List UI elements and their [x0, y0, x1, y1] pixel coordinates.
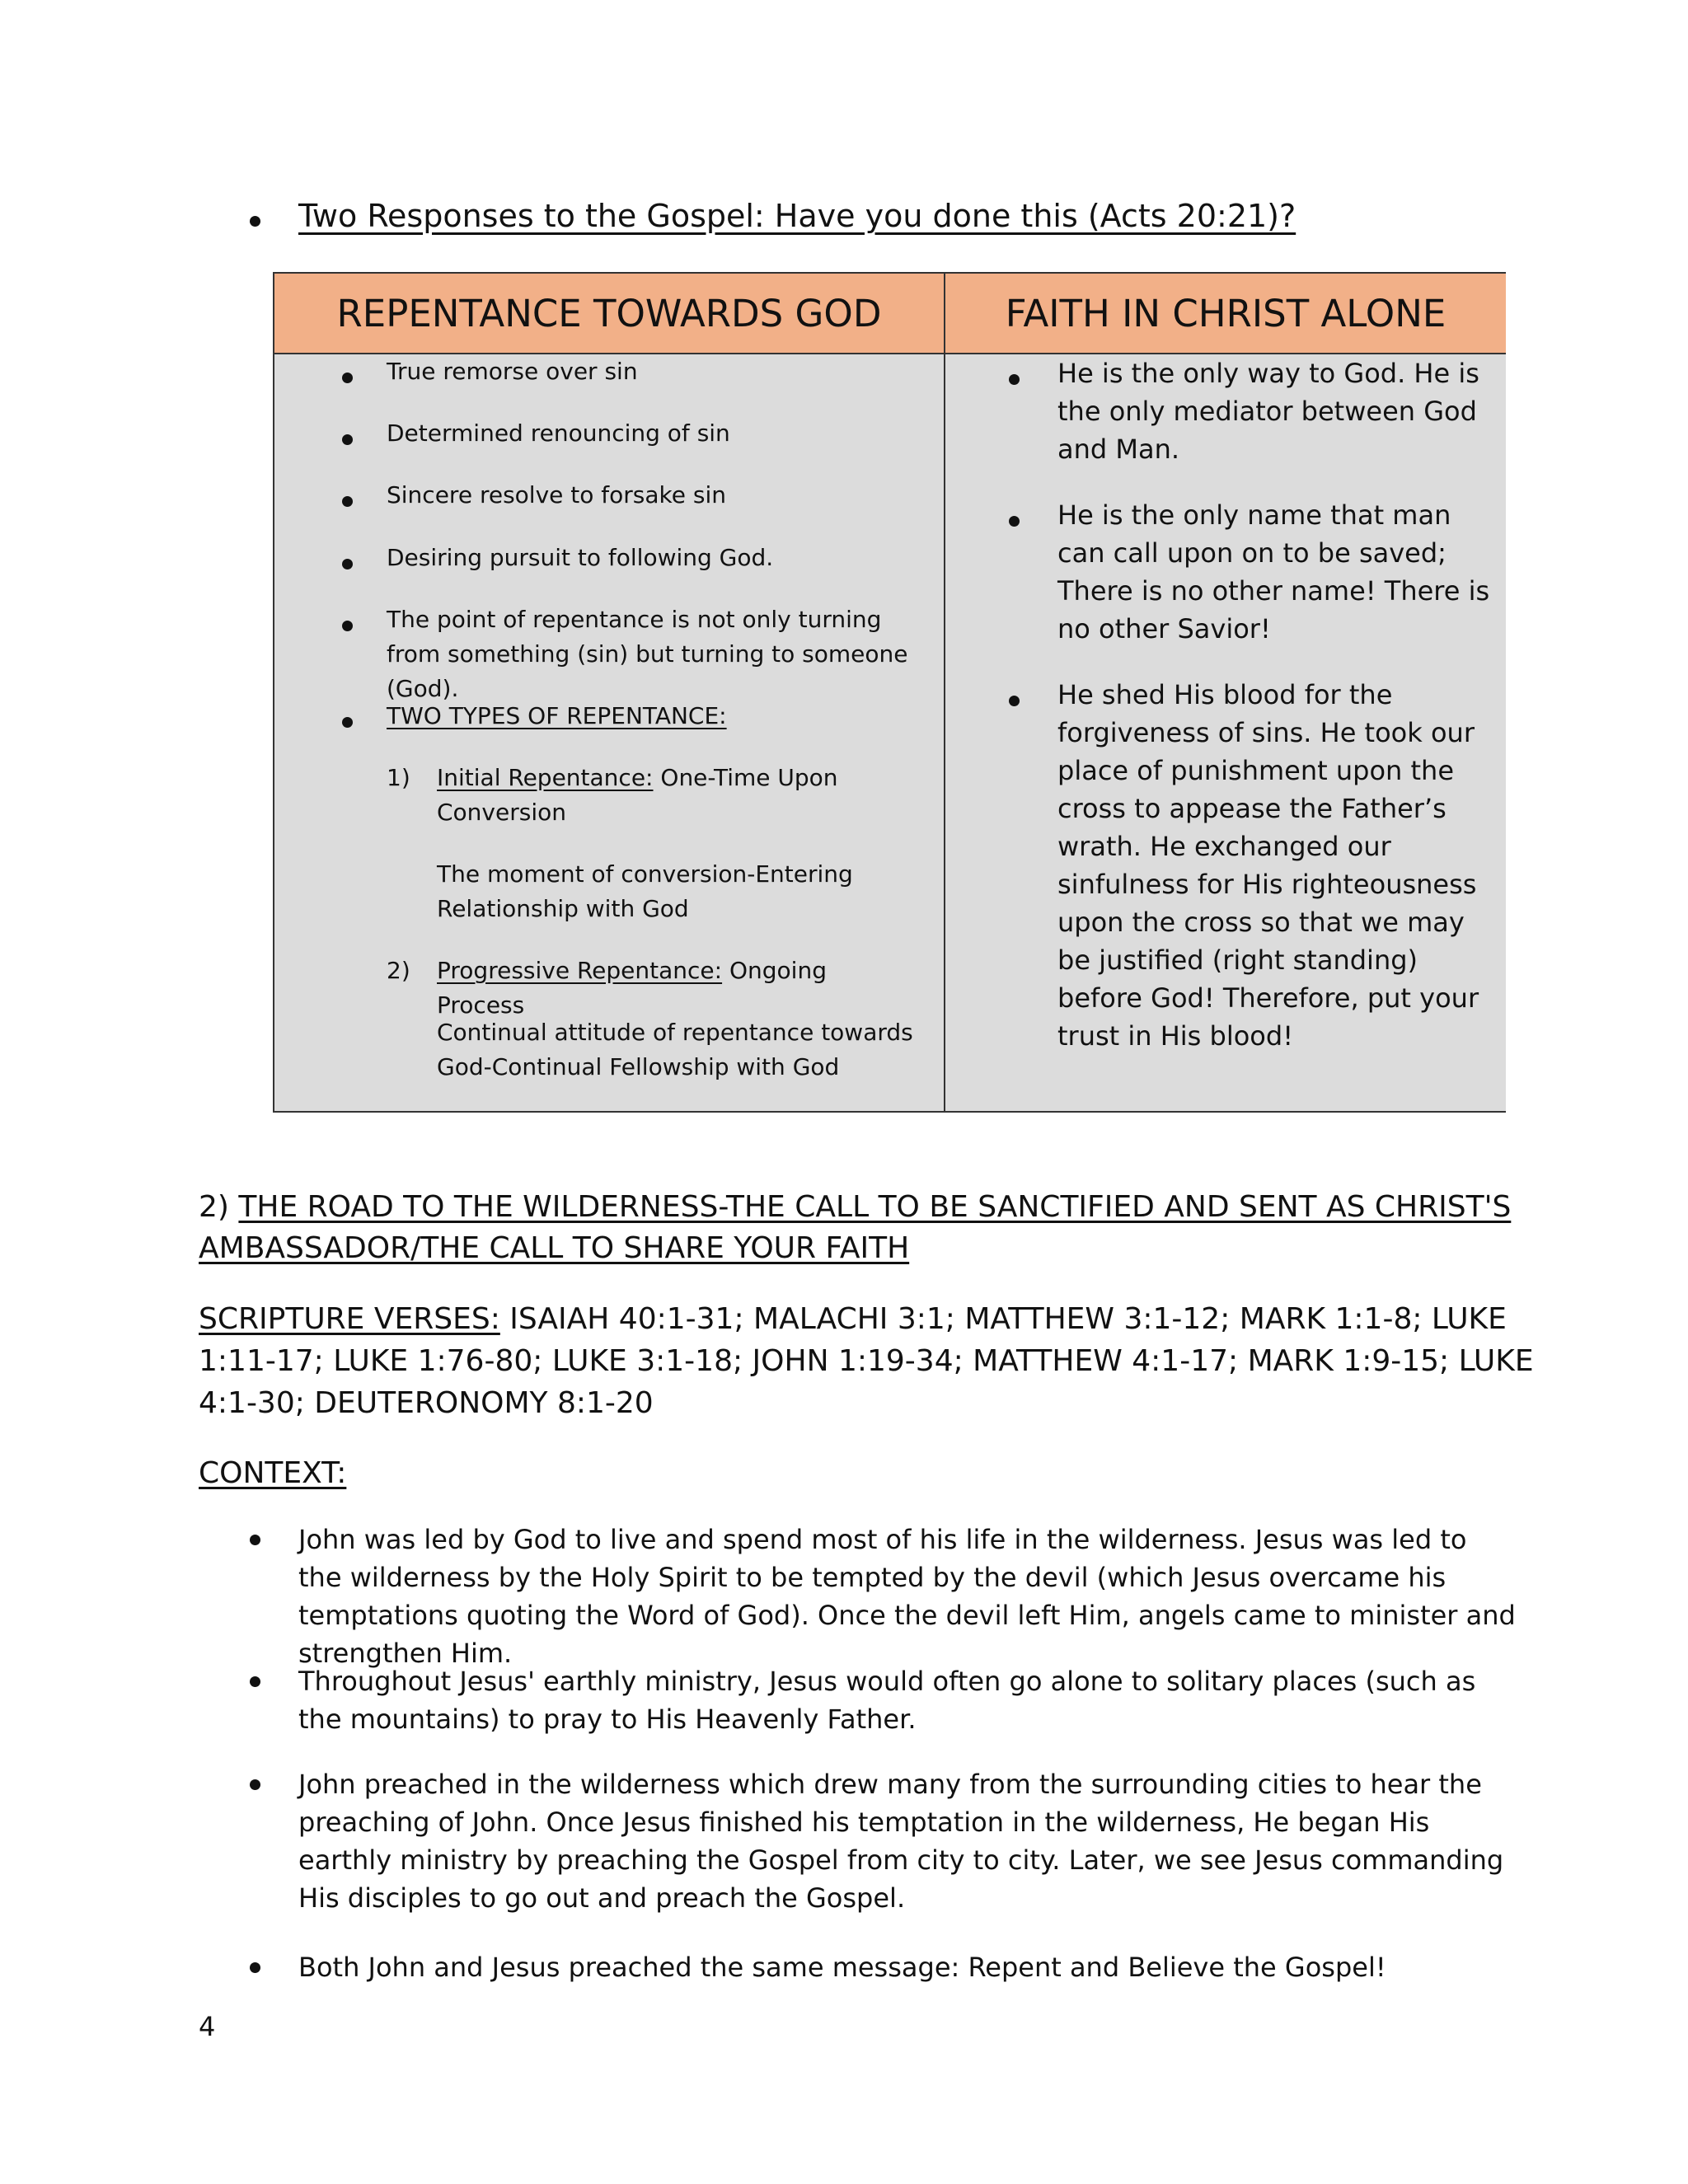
repentance-item: The point of repentance is not only turning from something (sin) but turning to someone (God).	[387, 606, 908, 702]
repentance-item: Sincere resolve to forsake sin	[387, 481, 726, 509]
initial-repentance	[437, 761, 915, 830]
section-number: 2)	[199, 1190, 239, 1224]
type-detail: The moment of conversion-Entering Relationship with God	[437, 860, 853, 922]
scripture-verses	[199, 1298, 1559, 1424]
bullet-point	[342, 434, 353, 445]
responses-heading: Two Responses to the Gospel: Have you done this (Acts 20:21)?	[298, 198, 1296, 234]
context-label: CONTEXT:	[199, 1456, 347, 1490]
bullet-point	[250, 1962, 260, 1973]
bullet-point	[1009, 374, 1020, 385]
bullet-point	[342, 559, 353, 569]
type-number: 1)	[387, 764, 410, 791]
faith-item: He shed His blood for the forgiveness of sins. He took our place of punishment upon the cross to appease the Father’s wrath. He exchanged our sinfulness for His righteousness upon the cross so that we may be justified (right standing) before God! Therefore, put your trust in His blood!	[1057, 679, 1479, 1052]
repentance-item: True remorse over sin	[387, 358, 638, 385]
repentance-item: Desiring pursuit to following God.	[387, 544, 774, 571]
context-bullet: John preached in the wilderness which drew many from the surrounding cities to hear the preaching of John. Once Jesus finished his temptation in the wilderness, He began His earthly ministry by preaching the Gospel from city to city. Later, we see Jesus commanding His disciples to go out and preach the Gospel.	[298, 1769, 1504, 1914]
section-title	[199, 1187, 1559, 1269]
context-bullet: Throughout Jesus' earthly ministry, Jesus would often go alone to solitary places (such as the mountains) to pray to His Heavenly Father.	[298, 1666, 1476, 1735]
faith-column	[945, 354, 1506, 1111]
progressive-repentance	[437, 954, 915, 1023]
type-description: Ongoing Process	[437, 957, 827, 1019]
repentance-types-heading: TWO TYPES OF REPENTANCE:	[387, 702, 727, 729]
responses-table	[273, 272, 1506, 1113]
repentance-item: Determined renouncing of sin	[387, 419, 730, 447]
type-description: One-Time Upon Conversion	[437, 764, 838, 826]
bullet-point	[1009, 696, 1020, 706]
bullet-point	[342, 496, 353, 507]
type-detail: Continual attitude of repentance towards God-Continual Fellowship with God	[437, 1019, 913, 1080]
faith-header: FAITH IN CHRIST ALONE	[945, 274, 1506, 354]
bullet-point	[342, 621, 353, 631]
scripture-label: SCRIPTURE VERSES:	[199, 1302, 500, 1336]
bullet-point	[342, 373, 353, 383]
bullet-point	[250, 1779, 260, 1790]
bullet-point	[250, 1676, 260, 1687]
bullet-point	[250, 1535, 260, 1545]
section-heading: THE ROAD TO THE WILDERNESS-THE CALL TO BE SANCTIFIED AND SENT AS CHRIST'S AMBASSADOR/THE CALL TO SHARE YOUR FAITH	[199, 1190, 1512, 1265]
bullet-point	[1009, 516, 1020, 527]
scripture-list: ISAIAH 40:1-31; MALACHI 3:1; MATTHEW 3:1-12; MARK 1:1-8; LUKE 1:11-17; LUKE 1:76-80; LUKE 3:1-18; JOHN 1:19-34; MATTHEW 4:1-17; MARK 1:9-15; LUKE 4:1-30; DEUTERONOMY 8:1-20	[199, 1302, 1534, 1420]
repentance-column	[274, 354, 945, 1111]
type-label: Progressive Repentance:	[437, 957, 723, 984]
repentance-header: REPENTANCE TOWARDS GOD	[274, 274, 945, 354]
faith-item: He is the only name that man can call upon on to be saved; There is no other name! There is no other Savior!	[1057, 499, 1490, 644]
type-number: 2)	[387, 957, 410, 984]
context-bullet: John was led by God to live and spend most of his life in the wilderness. Jesus was led to the wilderness by the Holy Spirit to be tempted by the devil (which Jesus overcame his temptations quoting the Word of God). Once the devil left Him, angels came to minister and strengthen Him.	[298, 1524, 1516, 1669]
page-number: 4	[199, 2011, 216, 2042]
context-bullet: Both John and Jesus preached the same message: Repent and Believe the Gospel!	[298, 1952, 1386, 1983]
faith-item: He is the only way to God. He is the only mediator between God and Man.	[1057, 358, 1479, 465]
bullet-point	[250, 216, 260, 227]
type-label: Initial Repentance:	[437, 764, 654, 791]
bullet-point	[342, 717, 353, 728]
